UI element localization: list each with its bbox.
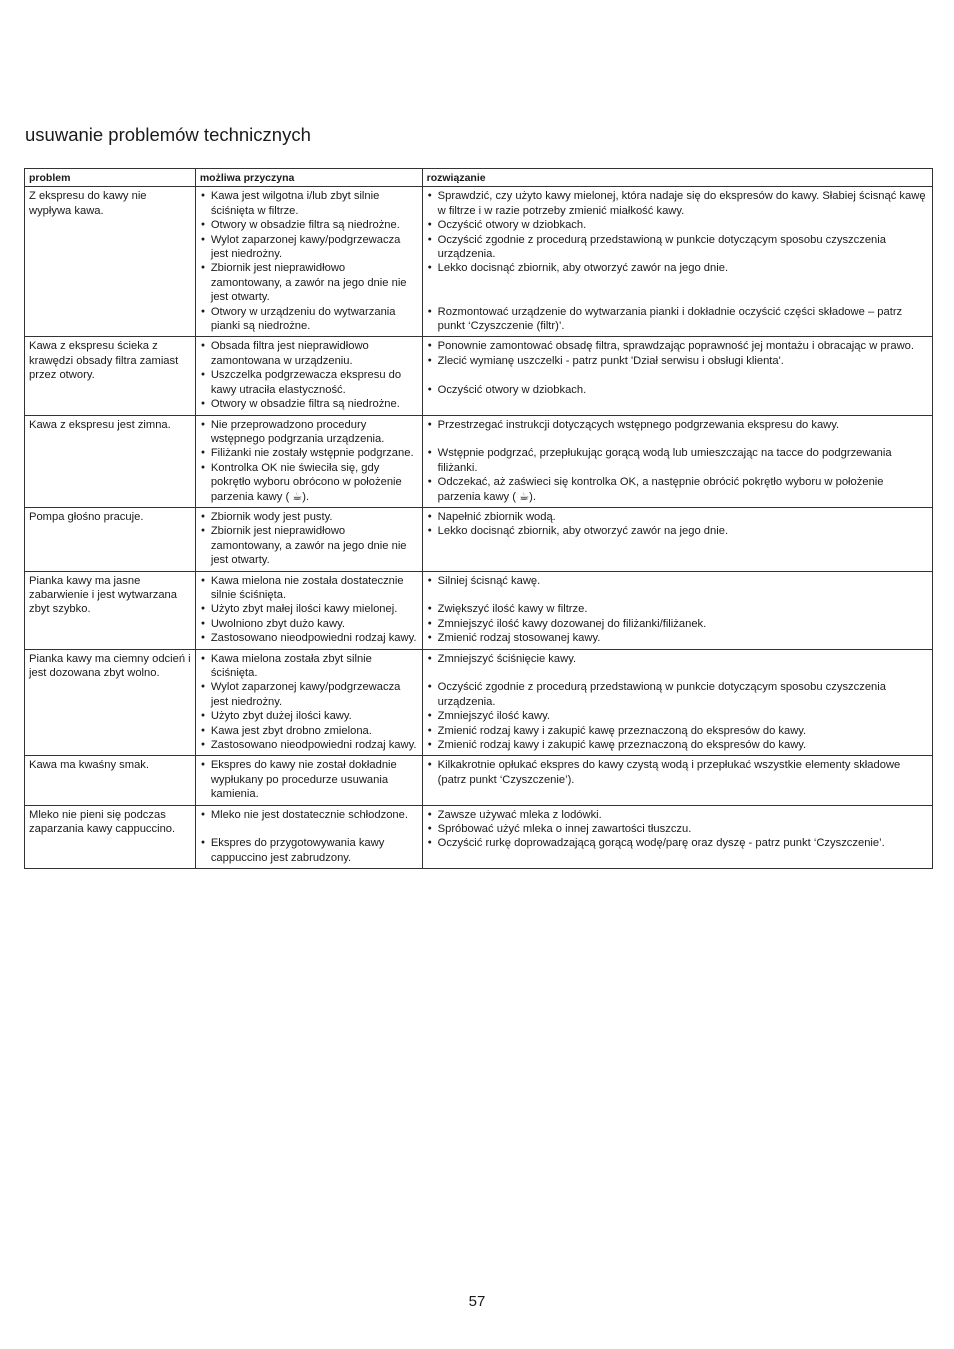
list-spacer (427, 432, 928, 446)
cause-item: ● Nie przeprowadzono procedury wstępnego podgrzania urządzenia. (200, 418, 418, 447)
cause-item: ● Mleko nie jest dostatecznie schłodzone. (200, 808, 418, 822)
cause-item: ● Zbiornik wody jest pusty. (200, 510, 418, 524)
table-row (25, 756, 933, 805)
cause-item: ● Obsada filtra jest nieprawidłowo zamontowana w urządzeniu. (200, 339, 418, 368)
solution-list (427, 418, 928, 504)
problem-cell: Pianka kawy ma jasne zabarwienie i jest wytwarzana zbyt szybko. (25, 571, 196, 649)
table-row (25, 187, 933, 337)
solution-item: ● Zmienić rodzaj kawy i zakupić kawę przeznaczoną do ekspresów do kawy. (427, 738, 928, 752)
cause-cell (195, 756, 422, 805)
header-problem: problem (25, 169, 196, 187)
table-row (25, 805, 933, 869)
cause-item: ● Użyto zbyt dużej ilości kawy. (200, 709, 418, 723)
solution-item: ● Zmienić rodzaj stosowanej kawy. (427, 631, 928, 645)
cause-list (200, 510, 418, 568)
cause-list (200, 339, 418, 411)
table-row (25, 571, 933, 649)
solution-cell (422, 337, 932, 415)
cause-item: ● Filiżanki nie zostały wstępnie podgrzane. (200, 446, 418, 460)
cause-item: ● Uszczelka podgrzewacza ekspresu do kawy utraciła elastyczność. (200, 368, 418, 397)
solution-list (427, 758, 928, 787)
solution-item: ● Zmniejszyć ilość kawy dozowanej do filiżanki/filiżanek. (427, 617, 928, 631)
cause-item: ● Otwory w obsadzie filtra są niedrożne. (200, 397, 418, 411)
cause-cell (195, 415, 422, 507)
problem-cell: Pompa głośno pracuje. (25, 507, 196, 571)
solution-item: ● Oczyścić otwory w dziobkach. (427, 218, 928, 232)
solution-item: ● Ponownie zamontować obsadę filtra, sprawdzając poprawność jej montażu i obracając w prawo. (427, 339, 928, 353)
solution-cell (422, 507, 932, 571)
cause-list (200, 574, 418, 646)
cause-cell (195, 649, 422, 756)
list-spacer (427, 276, 928, 290)
cause-list (200, 808, 418, 866)
cause-item: ● Ekspres do kawy nie został dokładnie wypłukany po procedurze usuwania kamienia. (200, 758, 418, 801)
solution-item: ● Odczekać, aż zaświeci się kontrolka OK, a następnie obrócić pokrętło wyboru w położenie parzenia kawy ( ☕). (427, 475, 928, 504)
cause-item: ● Kawa jest wilgotna i/lub zbyt silnie ściśnięta w filtrze. (200, 189, 418, 218)
solution-item: ● Przestrzegać instrukcji dotyczących wstępnego podgrzewania ekspresu do kawy. (427, 418, 928, 432)
page-number: 57 (468, 1293, 486, 1310)
problem-cell: Z ekspresu do kawy nie wypływa kawa. (25, 187, 196, 337)
cause-item: ● Wylot zaparzonej kawy/podgrzewacza jest niedrożny. (200, 233, 418, 262)
solution-item: ● Napełnić zbiornik wodą. (427, 510, 928, 524)
cause-item: ● Otwory w obsadzie filtra są niedrożne. (200, 218, 418, 232)
solution-item: ● Oczyścić otwory w dziobkach. (427, 383, 928, 397)
solution-list (427, 189, 928, 333)
list-spacer (427, 666, 928, 680)
cause-item: ● Uwolniono zbyt dużo kawy. (200, 617, 418, 631)
table-row (25, 649, 933, 756)
list-spacer (427, 368, 928, 382)
cause-cell (195, 571, 422, 649)
cause-cell (195, 507, 422, 571)
cause-list (200, 189, 418, 333)
list-spacer (200, 822, 418, 836)
table-row (25, 415, 933, 507)
cause-cell (195, 805, 422, 869)
cause-item: ● Kawa mielona nie została dostatecznie silnie ściśnięta. (200, 574, 418, 603)
solution-cell (422, 415, 932, 507)
header-solution: rozwiązanie (422, 169, 932, 187)
solution-item: ● Lekko docisnąć zbiornik, aby otworzyć zawór na jego dnie. (427, 261, 928, 275)
cause-item: ● Użyto zbyt małej ilości kawy mielonej. (200, 602, 418, 616)
solution-item: ● Zwiększyć ilość kawy w filtrze. (427, 602, 928, 616)
header-cause: możliwa przyczyna (195, 169, 422, 187)
solution-list (427, 652, 928, 753)
solution-item: ● Rozmontować urządzenie do wytwarzania pianki i dokładnie oczyścić części składowe – patrz punkt ‘Czyszczenie (filtr)’. (427, 305, 928, 334)
table-row (25, 507, 933, 571)
problem-cell: Pianka kawy ma ciemny odcień i jest dozowana zbyt wolno. (25, 649, 196, 756)
solution-cell (422, 187, 932, 337)
solution-item: ● Lekko docisnąć zbiornik, aby otworzyć zawór na jego dnie. (427, 524, 928, 538)
cause-cell (195, 337, 422, 415)
solution-cell (422, 805, 932, 869)
cause-item: ● Kawa jest zbyt drobno zmielona. (200, 724, 418, 738)
table-row (25, 337, 933, 415)
solution-item: ● Zmienić rodzaj kawy i zakupić kawę przeznaczoną do ekspresów do kawy. (427, 724, 928, 738)
solution-list (427, 574, 928, 646)
cause-cell (195, 187, 422, 337)
solution-cell (422, 649, 932, 756)
solution-item: ● Spróbować użyć mleka o innej zawartości tłuszczu. (427, 822, 928, 836)
problem-cell: Kawa z ekspresu jest zimna. (25, 415, 196, 507)
solution-item: ● Zawsze używać mleka z lodówki. (427, 808, 928, 822)
solution-list (427, 808, 928, 851)
cause-item: ● Zastosowano nieodpowiedni rodzaj kawy. (200, 738, 418, 752)
solution-item: ● Zlecić wymianę uszczelki - patrz punkt 'Dział serwisu i obsługi klienta'. (427, 354, 928, 368)
problem-cell: Kawa ma kwaśny smak. (25, 756, 196, 805)
solution-item: ● Oczyścić zgodnie z procedurą przedstawioną w punkcie dotyczącym sposobu czyszczenia urządzenia. (427, 680, 928, 709)
table-body (25, 187, 933, 869)
cause-item: ● Wylot zaparzonej kawy/podgrzewacza jest niedrożny. (200, 680, 418, 709)
solution-item: ● Oczyścić rurkę doprowadzającą gorącą wodę/parę oraz dyszę - patrz punkt ‘Czyszczenie’. (427, 836, 928, 850)
solution-item: ● Sprawdzić, czy użyto kawy mielonej, która nadaje się do ekspresów do kawy. Słabiej ścisnąć kawę w filtrze i w razie potrzeby zmienić miałkość kawy. (427, 189, 928, 218)
cause-item: ● Ekspres do przygotowywania kawy cappuccino jest zabrudzony. (200, 836, 418, 865)
solution-item: ● Silniej ścisnąć kawę. (427, 574, 928, 588)
table-header-row (25, 169, 933, 187)
problem-cell: Mleko nie pieni się podczas zaparzania kawy cappuccino. (25, 805, 196, 869)
list-spacer (427, 588, 928, 602)
cause-item: ● Kawa mielona została zbyt silnie ściśnięta. (200, 652, 418, 681)
cause-item: ● Zbiornik jest nieprawidłowo zamontowany, a zawór na jego dnie nie jest otwarty. (200, 524, 418, 567)
solution-item: ● Kilkakrotnie opłukać ekspres do kawy czystą wodą i przepłukać wszystkie elementy składowe (patrz punkt ‘Czyszczenie’). (427, 758, 928, 787)
solution-cell (422, 756, 932, 805)
troubleshooting-table (24, 168, 933, 869)
problem-cell: Kawa z ekspresu ścieka z krawędzi obsady filtra zamiast przez otwory. (25, 337, 196, 415)
solution-list (427, 510, 928, 539)
cause-item: ● Kontrolka OK nie świeciła się, gdy pokrętło wyboru obrócono w położenie parzenia kawy ( ☕). (200, 461, 418, 504)
solution-item: ● Wstępnie podgrzać, przepłukując gorącą wodą lub umieszczając na tacce do podgrzewania filiżanki. (427, 446, 928, 475)
solution-cell (422, 571, 932, 649)
page-title: usuwanie problemów technicznych (25, 124, 311, 145)
solution-item: ● Oczyścić zgodnie z procedurą przedstawioną w punkcie dotyczącym sposobu czyszczenia urządzenia. (427, 233, 928, 262)
cause-list (200, 418, 418, 504)
cause-list (200, 758, 418, 801)
list-spacer (427, 290, 928, 304)
solution-item: ● Zmniejszyć ilość kawy. (427, 709, 928, 723)
solution-list (427, 339, 928, 397)
cause-item: ● Zbiornik jest nieprawidłowo zamontowany, a zawór na jego dnie nie jest otwarty. (200, 261, 418, 304)
cause-list (200, 652, 418, 753)
cause-item: ● Otwory w urządzeniu do wytwarzania pianki są niedrożne. (200, 305, 418, 334)
cause-item: ● Zastosowano nieodpowiedni rodzaj kawy. (200, 631, 418, 645)
solution-item: ● Zmniejszyć ściśnięcie kawy. (427, 652, 928, 666)
